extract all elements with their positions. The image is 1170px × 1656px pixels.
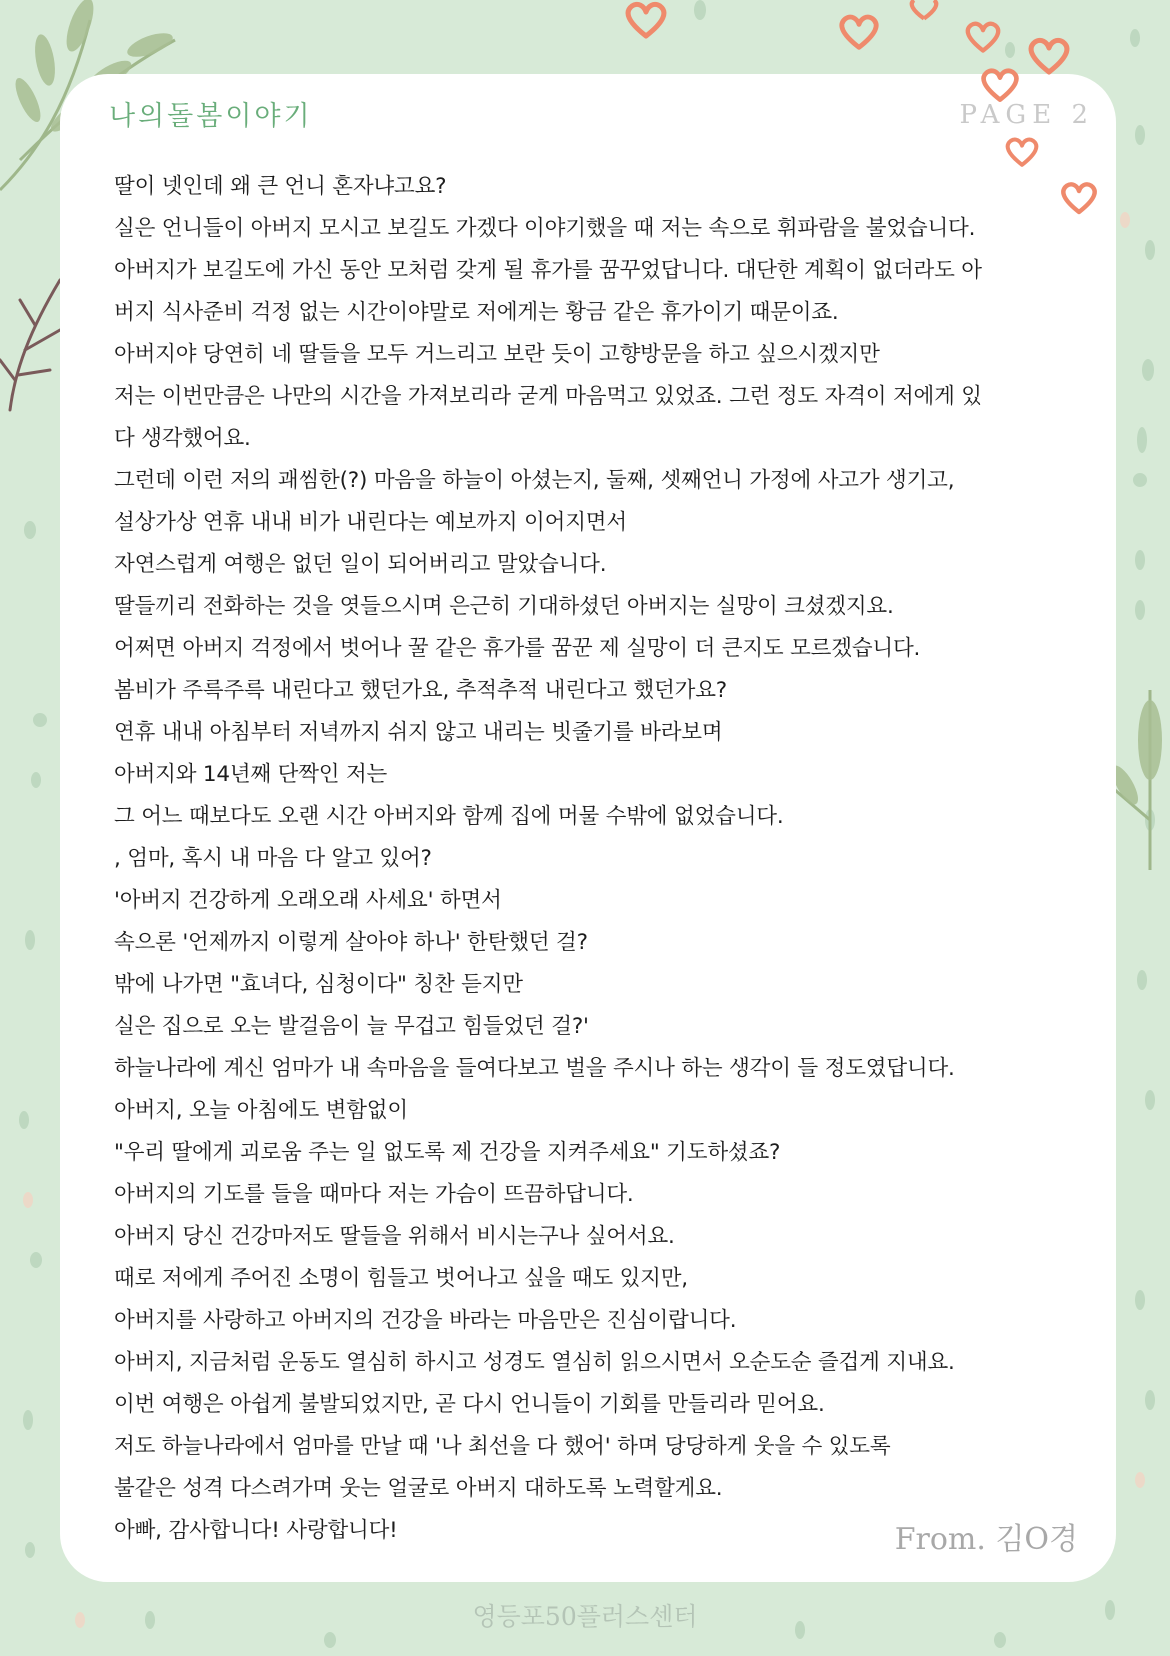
footer-org-name: 영등포50플러스센터 (472, 1602, 698, 1631)
heart-icon (978, 66, 1022, 104)
letter-line: 아빠, 감사합니다! 사랑합니다! (114, 1518, 398, 1543)
letter-line: 이번 여행은 아쉽게 불발되었지만, 곧 다시 언니들이 기회를 만들리라 믿어요. (114, 1392, 825, 1417)
letter-line: 자연스럽게 여행은 없던 일이 되어버리고 말았습니다. (114, 552, 607, 577)
letter-line: 딸들끼리 전화하는 것을 엿들으시며 은근히 기대하셨던 아버지는 실망이 크셨겠지요. (114, 594, 894, 619)
page-number: PAGE 2 (959, 100, 1094, 130)
letter-line: 실은 언니들이 아버지 모시고 보길도 가겠다 이야기했을 때 저는 속으로 휘파람을 불었습니다. (114, 216, 976, 241)
letter-line: '아버지 건강하게 오래오래 사세요' 하면서 (114, 888, 502, 913)
leaf-right-icon (1110, 690, 1170, 870)
heart-icon (836, 12, 882, 52)
letter-line: "우리 딸에게 괴로움 주는 일 없도록 제 건강을 지켜주세요" 기도하셨죠? (114, 1140, 781, 1165)
signature: From. 김O경 (894, 1522, 1078, 1557)
letter-line: , 엄마, 혹시 내 마음 다 알고 있어? (114, 846, 432, 871)
letter-line: 딸이 넷인데 왜 큰 언니 혼자냐고요? (114, 174, 447, 199)
letter-line: 아버지, 오늘 아침에도 변함없이 (114, 1098, 408, 1123)
page-title: 나의돌봄이야기 (109, 101, 313, 132)
letter-line: 어쩌면 아버지 걱정에서 벗어나 꿀 같은 휴가를 꿈꾼 제 실망이 더 큰지도 모르겠습니다. (114, 636, 921, 661)
letter-line: 아버지 당신 건강마저도 딸들을 위해서 비시는구나 싶어서요. (114, 1224, 675, 1249)
letter-line: 버지 식사준비 걱정 없는 시간이야말로 저에게는 황금 같은 휴가이기 때문이죠. (114, 300, 839, 325)
letter-line: 저도 하늘나라에서 엄마를 만날 때 '나 최선을 다 했어' 하며 당당하게 웃을 수 있도록 (114, 1434, 891, 1459)
letter-line: 아버지를 사랑하고 아버지의 건강을 바라는 마음만은 진심이랍니다. (114, 1308, 737, 1333)
letter-line: 속으론 '언제까지 이렇게 살아야 하나' 한탄했던 걸? (114, 930, 588, 955)
letter-line: 불같은 성격 다스려가며 웃는 얼굴로 아버지 대하도록 노력할게요. (114, 1476, 723, 1501)
letter-line: 밖에 나가면 "효녀다, 심청이다" 칭찬 듣지만 (114, 972, 523, 997)
letter-line: 연휴 내내 아침부터 저녁까지 쉬지 않고 내리는 빗줄기를 바라보며 (114, 720, 723, 745)
letter-line: 아버지가 보길도에 가신 동안 모처럼 갖게 될 휴가를 꿈꾸었답니다. 대단한 계획이 없더라도 아 (114, 258, 982, 283)
heart-icon (904, 0, 944, 22)
letter-line: 그 어느 때보다도 오랜 시간 아버지와 함께 집에 머물 수밖에 없었습니다. (114, 804, 784, 829)
letter-line: 아버지야 당연히 네 딸들을 모두 거느리고 보란 듯이 고향방문을 하고 싶으시겠지만 (114, 342, 880, 367)
letter-line: 다 생각했어요. (114, 426, 251, 451)
letter-line: 때로 저에게 주어진 소명이 힘들고 벗어나고 싶을 때도 있지만, (114, 1266, 688, 1291)
heart-icon (962, 20, 1004, 54)
heart-icon (1024, 36, 1074, 76)
letter-line: 아버지와 14년째 단짝인 저는 (114, 762, 388, 787)
heart-icon (622, 0, 670, 40)
letter-line: 실은 집으로 오는 발걸음이 늘 무겁고 힘들었던 걸?' (114, 1014, 589, 1039)
letter-line: 아버지의 기도를 들을 때마다 저는 가슴이 뜨끔하답니다. (114, 1182, 634, 1207)
heart-icon (1002, 136, 1042, 168)
letter-line: 아버지, 지금처럼 운동도 열심히 하시고 성경도 열심히 읽으시면서 오순도순 즐겁게 지내요. (114, 1350, 955, 1375)
letter-line: 하늘나라에 계신 엄마가 내 속마음을 들여다보고 벌을 주시나 하는 생각이 들 정도였답니다. (114, 1056, 955, 1081)
letter-body (114, 166, 1074, 1552)
letter-line: 그런데 이런 저의 괘씸한(?) 마음을 하늘이 아셨는지, 둘째, 셋째언니 가정에 사고가 생기고, (114, 468, 955, 493)
letter-line: 봄비가 주륵주륵 내린다고 했던가요, 추적추적 내린다고 했던가요? (114, 678, 728, 703)
letter-line: 저는 이번만큼은 나만의 시간을 가져보리라 굳게 마음먹고 있었죠. 그런 정도 자격이 저에게 있 (114, 384, 982, 409)
letter-line: 설상가상 연휴 내내 비가 내린다는 예보까지 이어지면서 (114, 510, 627, 535)
